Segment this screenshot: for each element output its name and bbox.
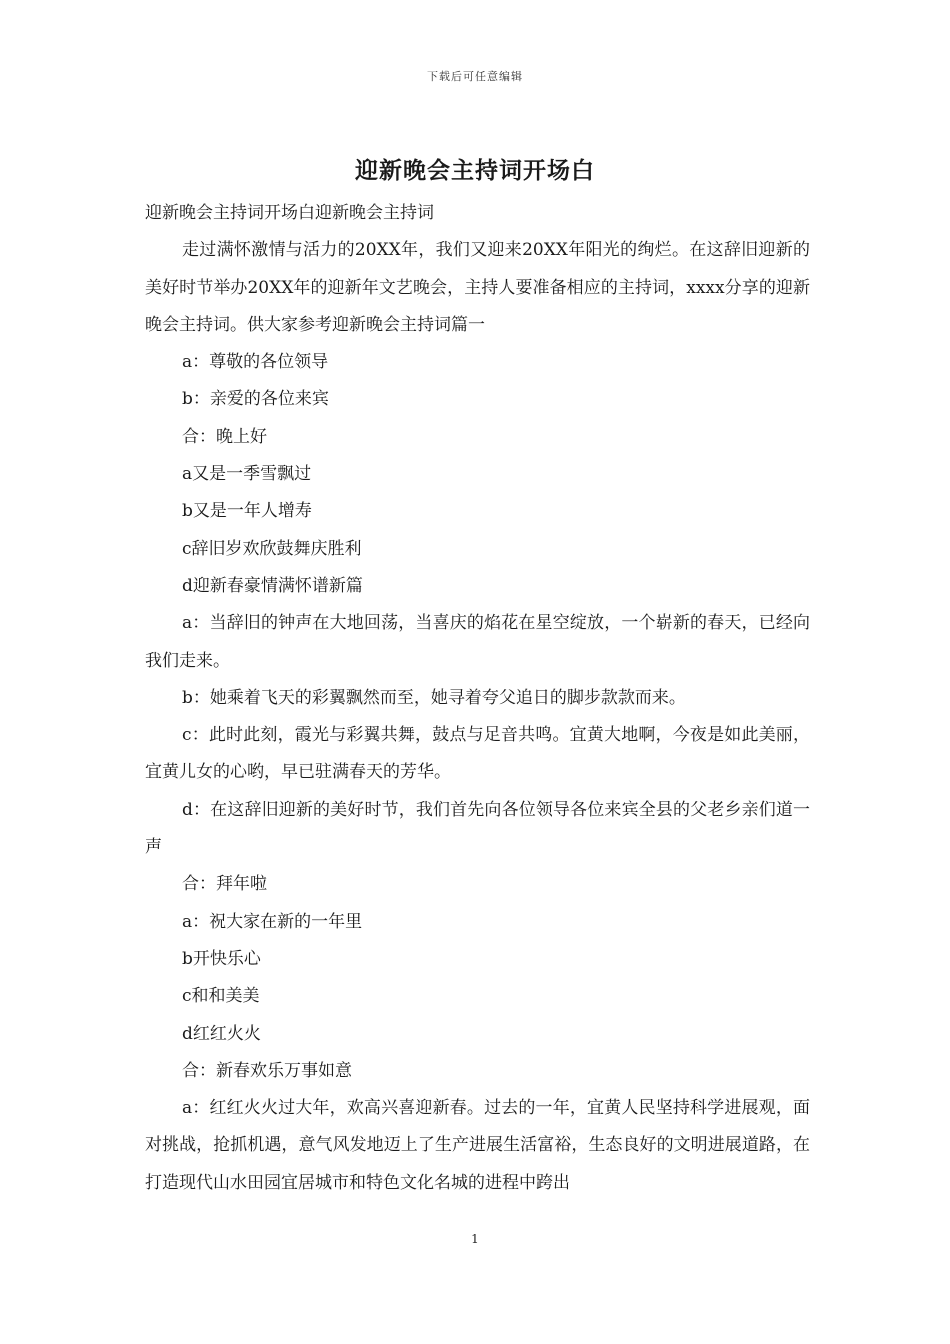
script-line: a：尊敬的各位领导	[182, 352, 329, 373]
page-number: 1	[471, 1232, 479, 1246]
script-line: d红红火火	[182, 1023, 261, 1044]
script-line: a又是一季雪飘过	[182, 464, 312, 485]
script-line: 合：新春欢乐万事如意	[182, 1060, 352, 1081]
script-line: d迎新春豪情满怀谱新篇	[182, 575, 363, 596]
script-line: c和和美美	[182, 986, 260, 1007]
intro-paragraph: 走过满怀激情与活力的20XX年，我们又迎来20XX年阳光的绚烂。在这辞旧迎新的美好时节举办20XX年的迎新年文艺晚会，主持人要准备相应的主持词，xxxx分享的迎新晚会主持词。供大家参考迎新晚会主持词篇一	[145, 240, 810, 335]
script-line: d：在这辞旧迎新的美好时节，我们首先向各位领导各位来宾全县的父老乡亲们道一声	[145, 799, 810, 858]
script-line: 合：晚上好	[182, 426, 267, 447]
script-line: c辞旧岁欢欣鼓舞庆胜利	[182, 538, 362, 559]
script-line: b：亲爱的各位来宾	[182, 389, 329, 410]
page-header: 下载后可任意编辑	[427, 70, 523, 83]
script-line: c：此时此刻，霞光与彩翼共舞，鼓点与足音共鸣。宜黄大地啊，今夜是如此美丽，宜黄儿女的心哟，早已驻满春天的芳华。	[145, 725, 810, 783]
document-body	[145, 195, 810, 1202]
document-title: 迎新晚会主持词开场白	[355, 157, 595, 184]
script-line: b又是一年人增寿	[182, 501, 312, 522]
script-line: 合：拜年啦	[182, 874, 267, 895]
script-line: b：她乘着飞天的彩翼飘然而至，她寻着夸父追日的脚步款款而来。	[182, 687, 686, 708]
script-line: a：当辞旧的钟声在大地回荡，当喜庆的焰花在星空绽放，一个崭新的春天，已经向我们走来。	[145, 613, 810, 671]
script-line: b开快乐心	[182, 948, 261, 969]
script-line: a：祝大家在新的一年里	[182, 911, 363, 932]
script-line: a：红红火火过大年，欢高兴喜迎新春。过去的一年，宜黄人民坚持科学进展观，面对挑战，抢抓机遇，意气风发地迈上了生产进展生活富裕，生态良好的文明进展道路，在打造现代山水田园宜居城市和特色文化名城的进程中跨出	[145, 1098, 810, 1193]
subtitle-paragraph: 迎新晚会主持词开场白迎新晚会主持词	[145, 203, 434, 223]
